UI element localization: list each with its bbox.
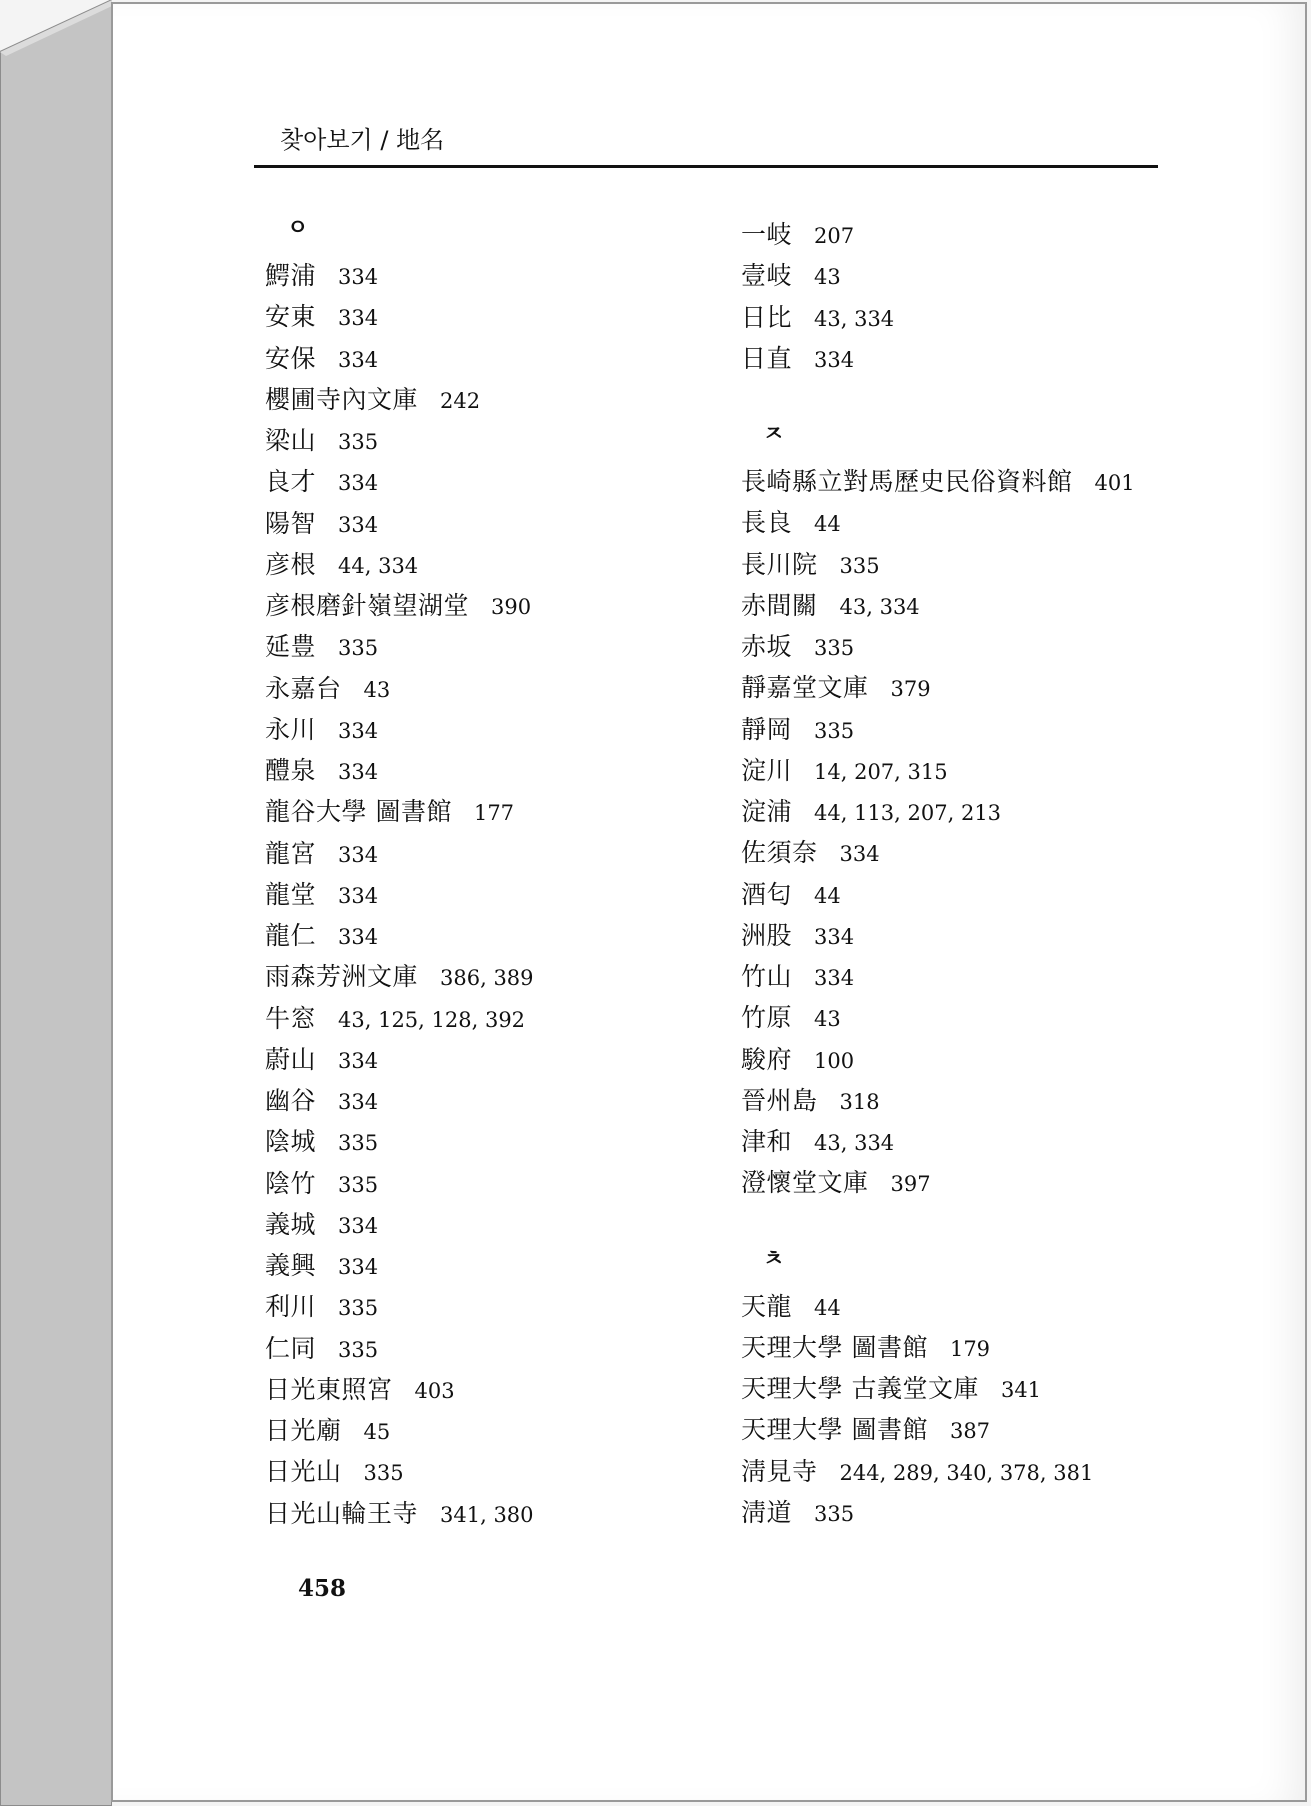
index-term: 蔚山 — [265, 1044, 317, 1074]
index-term: 義城 — [265, 1209, 317, 1239]
index-entry — [265, 338, 705, 379]
index-page-refs: 45 — [363, 1420, 391, 1444]
index-entry — [741, 1368, 1181, 1409]
index-entry — [265, 1328, 705, 1369]
index-entry — [265, 585, 705, 626]
index-page-refs: 334 — [839, 842, 880, 867]
index-term: 彦根 — [265, 549, 317, 579]
index-term: 梁山 — [265, 426, 317, 455]
index-entry — [265, 379, 705, 420]
index-term: 澄懷堂文庫 — [741, 1168, 869, 1198]
index-page-refs: 43 — [814, 265, 841, 290]
index-term: 一岐 — [741, 220, 793, 249]
index-term: 雨森芳洲文庫 — [265, 962, 419, 992]
index-page-refs: 335 — [338, 1337, 379, 1362]
index-term: 龍堂 — [265, 879, 317, 909]
index-page-refs: 335 — [839, 553, 880, 578]
index-term: 彦根磨針嶺望湖堂 — [265, 591, 470, 620]
index-page-refs: 334 — [338, 1048, 379, 1073]
index-page-refs: 177 — [473, 801, 515, 826]
index-term: 日光廟 — [265, 1416, 342, 1445]
index-page-refs: 334 — [338, 347, 379, 372]
index-page-refs: 334 — [338, 760, 379, 784]
index-page-refs: 242 — [440, 388, 481, 413]
index-page-refs: 334 — [814, 347, 855, 372]
index-entry — [741, 338, 1181, 379]
index-term: 仁同 — [265, 1333, 317, 1363]
index-entry — [741, 1451, 1181, 1492]
index-page-refs: 335 — [814, 718, 855, 743]
index-page-refs: 335 — [338, 1131, 379, 1156]
index-page — [111, 2, 1307, 1802]
index-entry — [741, 997, 1181, 1038]
index-entry — [265, 833, 705, 874]
section-heading: ㅇ — [287, 216, 309, 241]
index-entry — [741, 626, 1181, 667]
section-heading: ㅈ — [763, 422, 785, 447]
index-column-left — [265, 214, 705, 1534]
index-page-refs: 379 — [890, 677, 931, 702]
index-entry — [741, 1039, 1181, 1080]
index-entry — [265, 874, 705, 915]
index-page-refs: 334 — [338, 718, 379, 743]
index-term: 酒匂 — [741, 879, 793, 909]
index-entry — [265, 1163, 705, 1204]
index-entry — [741, 1121, 1181, 1162]
index-page-refs: 334 — [338, 1213, 379, 1238]
index-term: 淸見寺 — [741, 1456, 818, 1486]
index-page-refs: 334 — [338, 512, 379, 537]
page-number: 458 — [298, 1575, 347, 1602]
index-entry — [741, 832, 1181, 873]
index-entry — [741, 1080, 1181, 1121]
index-term: 洲股 — [741, 920, 793, 950]
index-entry — [265, 750, 705, 791]
index-term: 長崎縣立對馬歷史民俗資料館 — [741, 467, 1073, 496]
index-term: 竹山 — [741, 962, 793, 991]
index-term: 赤間關 — [741, 590, 818, 620]
index-page-refs: 335 — [338, 430, 379, 454]
index-term: 永川 — [265, 714, 317, 744]
index-term: 天理大學 圖書館 — [741, 1332, 928, 1362]
header-rule — [254, 165, 1158, 168]
index-entry — [741, 667, 1181, 708]
index-page-refs: 44, 113, 207, 213 — [814, 801, 1002, 825]
index-page-refs: 179 — [949, 1336, 991, 1361]
index-entry — [265, 1204, 705, 1245]
index-term: 日光山 — [265, 1457, 342, 1487]
index-page-refs: 244, 289, 340, 378, 381 — [839, 1460, 1094, 1485]
index-term: 安保 — [265, 343, 317, 373]
index-entry — [265, 420, 705, 461]
index-entry — [265, 1410, 705, 1451]
index-term: 淀浦 — [741, 797, 793, 826]
index-term: 延豊 — [265, 632, 317, 662]
index-term: 日比 — [741, 302, 793, 332]
index-entry — [265, 1451, 705, 1492]
index-page-refs: 390 — [491, 595, 532, 619]
index-entry — [265, 791, 705, 832]
index-entry — [265, 709, 705, 750]
index-entry — [265, 255, 705, 296]
index-term: 陰城 — [265, 1127, 317, 1157]
section-gap — [741, 379, 1181, 420]
index-entry — [265, 915, 705, 956]
index-term: 津和 — [741, 1127, 793, 1156]
index-entry — [741, 874, 1181, 915]
index-page-refs: 335 — [338, 1172, 379, 1197]
book-spine — [0, 0, 112, 1806]
index-term: 淸道 — [741, 1497, 793, 1527]
index-entry — [265, 1369, 705, 1410]
index-column-right — [741, 214, 1181, 1533]
index-entry — [741, 585, 1181, 626]
index-entry — [265, 1245, 705, 1286]
index-entry — [265, 668, 705, 709]
index-page-refs: 401 — [1094, 471, 1135, 495]
index-entry — [265, 956, 705, 997]
index-page-refs: 334 — [338, 306, 379, 331]
index-entry — [741, 1327, 1181, 1368]
index-term: 陰竹 — [265, 1168, 317, 1198]
index-term: 靜岡 — [741, 714, 793, 744]
index-entry — [741, 709, 1181, 750]
index-page-refs: 334 — [338, 265, 379, 289]
index-page-refs: 335 — [814, 636, 855, 660]
index-page-refs: 44 — [814, 883, 841, 908]
index-page-refs: 334 — [814, 924, 855, 949]
index-term: 龍谷大學 圖書館 — [265, 797, 452, 827]
index-page-refs: 334 — [338, 883, 379, 908]
index-term: 日光東照宮 — [265, 1374, 393, 1404]
index-page-refs: 334 — [338, 1090, 379, 1114]
index-entry — [741, 1492, 1181, 1533]
index-term: 牛窓 — [265, 1003, 317, 1033]
index-term: 安東 — [265, 302, 317, 332]
index-entry — [741, 791, 1181, 832]
index-term: 天龍 — [741, 1291, 793, 1321]
index-entry — [265, 1121, 705, 1162]
section-gap — [741, 1204, 1181, 1245]
index-term: 日直 — [741, 343, 793, 373]
index-entry — [741, 750, 1181, 791]
index-entry — [741, 956, 1181, 997]
index-page-refs: 43 — [814, 1007, 841, 1032]
index-entry — [741, 915, 1181, 956]
index-page-refs: 341, 380 — [440, 1502, 534, 1527]
page-header-title: 찾아보기 / 地名 — [280, 126, 445, 154]
index-page-refs: 44 — [814, 512, 841, 537]
index-entry — [265, 1039, 705, 1080]
section-heading: ㅊ — [763, 1246, 785, 1272]
index-term: 永嘉台 — [265, 673, 342, 703]
index-term: 良才 — [265, 467, 317, 497]
index-entry — [741, 461, 1181, 502]
index-entry — [265, 1080, 705, 1121]
index-page-refs: 44, 334 — [338, 553, 419, 578]
index-term: 醴泉 — [265, 756, 317, 785]
index-entry — [741, 297, 1181, 338]
index-term: 鰐浦 — [265, 261, 317, 290]
index-term: 長良 — [741, 508, 793, 538]
index-page-refs: 335 — [363, 1461, 404, 1486]
index-page-refs: 341 — [1000, 1378, 1042, 1402]
index-page-refs: 334 — [814, 966, 855, 990]
index-page-refs: 334 — [338, 1255, 379, 1279]
index-term: 赤坂 — [741, 632, 793, 661]
index-page-refs: 207 — [814, 224, 855, 248]
index-term: 壹岐 — [741, 261, 793, 291]
index-entry — [265, 1286, 705, 1327]
index-page-refs: 43, 334 — [839, 594, 920, 619]
index-term: 利川 — [265, 1292, 317, 1322]
index-page-refs: 334 — [338, 842, 379, 867]
index-term: 晉州島 — [741, 1085, 818, 1115]
index-term: 佐須奈 — [741, 838, 818, 868]
index-page-refs: 14, 207, 315 — [814, 759, 948, 784]
index-page-refs: 318 — [839, 1089, 880, 1114]
index-entry — [265, 626, 705, 667]
index-entry — [265, 1493, 705, 1534]
index-term: 櫻圃寺內文庫 — [265, 384, 419, 414]
index-term: 義興 — [265, 1251, 317, 1280]
index-entry — [741, 214, 1181, 255]
index-entry — [741, 255, 1181, 296]
index-page-refs: 335 — [338, 1296, 379, 1321]
index-term: 淀川 — [741, 755, 793, 785]
index-term: 幽谷 — [265, 1086, 317, 1115]
index-page-refs: 335 — [814, 1501, 855, 1526]
index-term: 天理大學 圖書館 — [741, 1415, 928, 1445]
index-term: 龍仁 — [265, 921, 317, 950]
index-entry — [741, 1409, 1181, 1450]
index-term: 竹原 — [741, 1003, 793, 1033]
index-entry — [741, 544, 1181, 585]
index-term: 陽智 — [265, 508, 317, 538]
index-entry — [265, 544, 705, 585]
index-term: 龍宮 — [265, 838, 317, 868]
index-term: 日光山輪王寺 — [265, 1498, 419, 1528]
index-page-refs: 334 — [338, 471, 379, 496]
index-entry — [741, 502, 1181, 543]
index-entry — [265, 461, 705, 502]
index-page-refs: 334 — [338, 925, 379, 949]
index-entry — [741, 1286, 1181, 1327]
index-page-refs: 43, 334 — [814, 306, 895, 331]
index-page-refs: 44 — [814, 1295, 841, 1320]
index-page-refs: 387 — [949, 1419, 991, 1444]
index-page-refs: 335 — [338, 636, 379, 661]
index-page-refs: 100 — [814, 1048, 855, 1073]
index-entry — [741, 1162, 1181, 1203]
index-term: 靜嘉堂文庫 — [741, 673, 869, 703]
index-entry — [265, 296, 705, 337]
index-page-refs: 386, 389 — [440, 966, 534, 991]
index-entry — [265, 503, 705, 544]
index-term: 長川院 — [741, 549, 818, 579]
index-page-refs: 397 — [890, 1172, 931, 1197]
index-page-refs: 43, 125, 128, 392 — [338, 1007, 526, 1032]
index-page-refs: 43, 334 — [814, 1131, 895, 1155]
index-page-refs: 43 — [363, 677, 391, 702]
index-entry — [265, 998, 705, 1039]
index-term: 駿府 — [741, 1044, 793, 1074]
index-page-refs: 403 — [414, 1378, 455, 1403]
index-term: 天理大學 古義堂文庫 — [741, 1374, 979, 1403]
